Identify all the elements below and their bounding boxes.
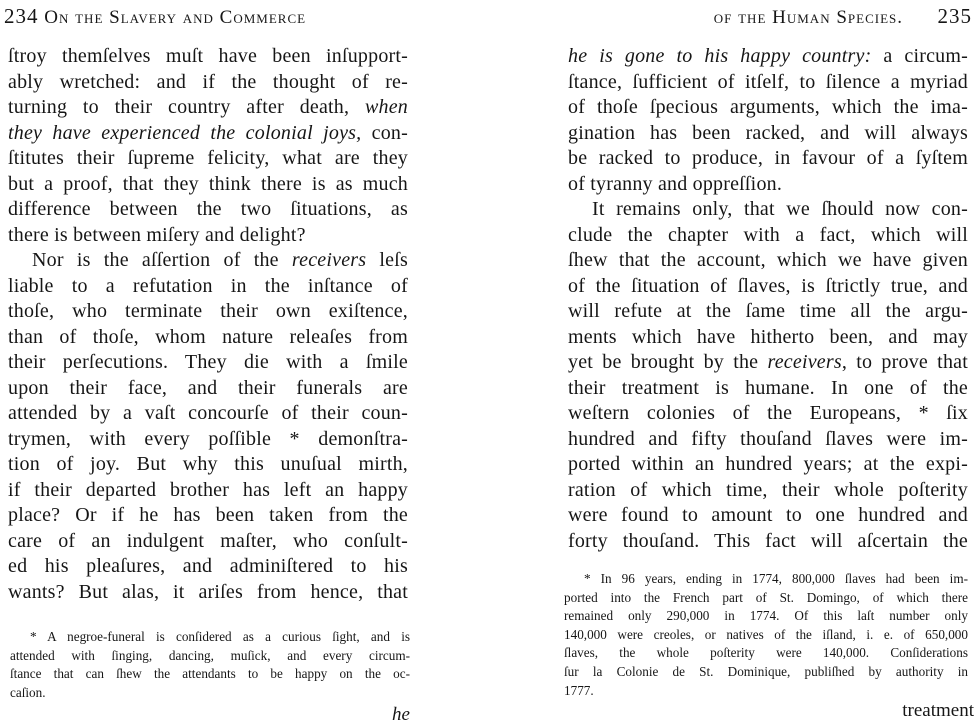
text-line: upon their face, and their funerals are — [8, 376, 408, 399]
text-line: ſtitutes their ſupreme felicity, what are they — [8, 147, 408, 169]
text-line: hundred and fifty thouſand ſlaves were im- — [568, 427, 968, 450]
footnote-line: ported into the French part of St. Domingo, of which there — [564, 589, 968, 605]
text-line: he is gone to his happy country: a circum- — [568, 45, 968, 67]
text-line: of the ſituation of ſlaves, is ſtrictly true, and — [568, 274, 968, 297]
left-footnote — [10, 628, 410, 702]
text-line: trymen, with every poſſible * demonſtra- — [8, 427, 408, 450]
text-line: weſtern colonies of the Europeans, * ſix — [568, 402, 968, 424]
text-line: of thoſe ſpecious arguments, which the ima- — [568, 96, 968, 118]
text-line: thoſe, who terminate their own exiſtence, — [8, 300, 408, 322]
footnote-line: ſur la Colonie de St. Dominique, publiſhed by authority in — [564, 663, 968, 679]
text-line: were found to amount to one hundred and — [568, 504, 968, 526]
footnote-line: ſtance that can ſhew the attendants to be happy on the oc- — [10, 666, 410, 682]
text-line: ments which have hitherto been, and may — [568, 325, 968, 348]
running-head-title: On the Slavery and Commerce — [44, 7, 307, 28]
footnote-line: attended with ſinging, dancing, muſick, and every circum- — [10, 647, 410, 663]
text-line: they have experienced the colonial joys, con- — [8, 121, 408, 144]
text-line: if their departed brother has left an happy — [8, 478, 408, 501]
catchword: treatment — [902, 700, 974, 721]
footnote-line: 140,000 were creoles, or natives of the iſland, i. e. of 650,000 — [564, 626, 968, 642]
footnote-line: 1777. — [564, 682, 594, 698]
text-line: their perſecutions. They die with a ſmile — [8, 351, 408, 373]
text-line: wants? But alas, it ariſes from hence, that — [8, 580, 408, 603]
text-line: difference between the two ſituations, as — [8, 198, 408, 220]
footnote-line: ſlaves, the whole poſterity were 140,000. Conſiderations — [564, 645, 968, 661]
page-number: 235 — [937, 4, 972, 28]
text-line: care of an indulgent maſter, who conſult- — [8, 529, 408, 552]
text-line: there is between miſery and delight? — [8, 223, 306, 246]
footnote-line: caſion. — [10, 684, 46, 700]
text-line: their treatment is humane. In one of the — [568, 376, 968, 399]
running-head-title: of the Human Species. — [713, 7, 903, 28]
text-line: tion of joy. But why this unuſual mirth, — [8, 453, 408, 475]
page-number: 234 — [4, 4, 39, 28]
text-line: Nor is the aſſertion of the receivers leſs — [32, 249, 408, 271]
text-line: turning to their country after death, when — [8, 96, 408, 118]
right-footnote — [564, 570, 968, 700]
text-line: but a proof, that they think there is as much — [8, 172, 408, 195]
text-line: ably wretched: and if the thought of re- — [8, 70, 408, 93]
text-line: It remains only, that we ſhould now con- — [592, 198, 968, 220]
text-line: attended by a vaſt concourſe of their coun- — [8, 402, 408, 424]
text-line: ed his pleaſures, and adminiſtered to his — [8, 555, 408, 577]
footnote-line: remained only 290,000 in 1774. Of this laſt number only — [564, 608, 968, 624]
text-line: place? Or if he has been taken from the — [8, 504, 408, 526]
text-line: yet be brought by the receivers, to prove that — [568, 351, 968, 373]
text-line: will refute at the ſame time all the argu- — [568, 300, 968, 322]
right-running-head — [714, 4, 972, 30]
right-body-text — [568, 44, 968, 554]
footnote-line: * In 96 years, ending in 1774, 800,000 ſlaves had been im- — [584, 571, 968, 586]
text-line: liable to a refutation in the inſtance of — [8, 274, 408, 297]
text-line: be racked to produce, in favour of a ſyſtem — [568, 147, 968, 169]
left-body-text — [8, 44, 408, 605]
text-line: ported within an hundred years; at the expi- — [568, 453, 968, 475]
text-line: ration of which time, their whole poſterity — [568, 478, 968, 501]
text-line: ſhew that the account, which we have given — [568, 249, 968, 271]
text-line: forty thouſand. This fact will aſcertain the — [568, 529, 968, 552]
text-line: ſtance, ſufficient of itſelf, to ſilence a myriad — [568, 70, 968, 93]
catchword: he — [392, 704, 410, 725]
text-line: gination has been racked, and will always — [568, 121, 968, 144]
text-line: than of thoſe, whom nature releaſes from — [8, 325, 408, 348]
footnote-line: * A negroe-funeral is conſidered as a curious ſight, and is — [30, 629, 410, 644]
left-running-head — [4, 4, 306, 30]
text-line: of tyranny and oppreſſion. — [568, 172, 783, 195]
text-line: clude the chapter with a fact, which will — [568, 223, 968, 246]
text-line: ſtroy themſelves muſt have been inſupport- — [8, 45, 408, 67]
